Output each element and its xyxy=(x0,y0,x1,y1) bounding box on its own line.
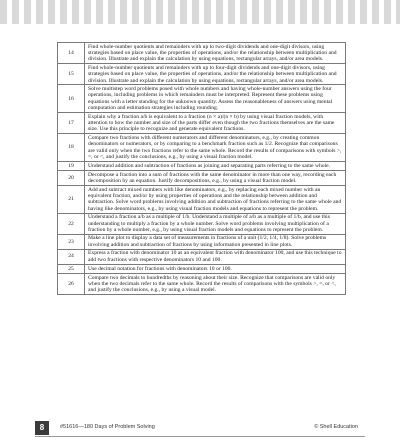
standard-text: Understand a fraction a/b as a multiple of 1/b. Understand a multiple of a/b as a multiple of 1/b, and use this understanding to multiply a fraction by a whole number. Solve word problems involving multiplication of a fraction by a whole number, e.g., by using visual fraction models and equations to represent the problem. xyxy=(85,213,346,234)
standard-text: Understand addition and subtraction of fractions as joining and separating parts referring to the same whole. xyxy=(85,161,346,170)
standard-text: Compare two decimals to hundredths by reasoning about their size. Recognize that comparisons are valid only when the two decimals refer to the same whole. Record the results of comparisons with the symbols >, =, or <, and justify the conclusions, e.g., by using a visual model. xyxy=(85,274,346,295)
standard-number: 21 xyxy=(58,186,85,214)
page-number: 8 xyxy=(35,421,49,435)
standard-text: Find whole-number quotients and remainders with up to two-digit dividends and one-digit divisors, using strategies based on place value, the properties of operations, and/or the relationship between multiplication and division. Illustrate and explain the calculation by using equations, rectangular arrays, and/or area models. xyxy=(85,43,346,64)
standard-text: Compare two fractions with different numerators and different denominators, e.g., by creating common denominators or numerators, or by comparing to a benchmark fraction such as 1/2. Recognize that comparisons are valid only when the two fractions refer to the same whole. Record the results of comparisons with symbols >, =, or <, and justify the conclusions, e.g., by using a visual fraction model. xyxy=(85,134,346,162)
standard-number: 14 xyxy=(58,43,85,64)
table-row xyxy=(58,234,346,249)
table-row xyxy=(58,264,346,273)
table-row xyxy=(58,113,346,134)
standards-table-body xyxy=(58,43,346,295)
standard-text: Solve multistep word problems posed with whole numbers and having whole-number answers using the four operations, including problems in which remainders must be interpreted. Represent these problems using equations with a letter standing for the unknown quantity. Assess the reasonableness of answers using mental computation and estimation strategies including rounding. xyxy=(85,85,346,113)
standard-text: Express a fraction with denominator 10 as an equivalent fraction with denominator 100, and use this technique to add two fractions with respective denominators 10 and 100. xyxy=(85,249,346,264)
table-row xyxy=(58,186,346,214)
page-footer xyxy=(0,420,400,445)
table-row xyxy=(58,249,346,264)
table-row xyxy=(58,43,346,64)
standard-text: Add and subtract mixed numbers with like denominators, e.g., by replacing each mixed number with an equivalent fraction, and/or by using properties of operations and the relationship between addition and subtraction. Solve word problems involving addition and subtraction of fractions referring to the same whole and having like denominators, e.g., by using visual fraction models and equations to represent the problem. xyxy=(85,186,346,214)
publisher: © Shell Education xyxy=(314,424,358,430)
standard-number: 20 xyxy=(58,171,85,186)
table-row xyxy=(58,213,346,234)
header-decoration xyxy=(0,0,400,36)
standard-number: 19 xyxy=(58,161,85,170)
standard-text: Explain why a fraction a/b is equivalent to a fraction (n × a)/(n × b) by using visual fraction models, with attention to how the number and size of the parts differ even though the two fractions themselves are the same size. Use this principle to recognize and generate equivalent fractions. xyxy=(85,113,346,134)
standard-number: 24 xyxy=(58,249,85,264)
book-title: #51616—180 Days of Problem Solving xyxy=(60,424,155,430)
standard-number: 26 xyxy=(58,274,85,295)
standard-text: Use decimal notation for fractions with denominators 10 or 100. xyxy=(85,264,346,273)
table-row xyxy=(58,161,346,170)
standard-number: 23 xyxy=(58,234,85,249)
table-row xyxy=(58,64,346,85)
standards-table-container xyxy=(57,42,346,295)
standard-number: 16 xyxy=(58,85,85,113)
standard-text: Find whole-number quotients and remainders with up to four-digit dividends and one-digit divisors, using strategies based on place value, the properties of operations, and/or the relationship between multiplication and division. Illustrate and explain the calculation by using equations, rectangular arrays, and/or area models. xyxy=(85,64,346,85)
footer-rule xyxy=(35,436,365,437)
table-row xyxy=(58,171,346,186)
table-row xyxy=(58,134,346,162)
standard-number: 17 xyxy=(58,113,85,134)
table-row xyxy=(58,274,346,295)
standard-text: Decompose a fraction into a sum of fractions with the same denominator in more than one way, recording each decomposition by an equation. Justify decompositions, e.g., by using a visual fraction model. xyxy=(85,171,346,186)
header-stripes xyxy=(0,0,400,24)
standard-number: 15 xyxy=(58,64,85,85)
standards-table xyxy=(57,42,346,295)
standard-number: 22 xyxy=(58,213,85,234)
standard-number: 18 xyxy=(58,134,85,162)
table-row xyxy=(58,85,346,113)
standard-text: Make a line plot to display a data set of measurements in fractions of a unit (1/2, 1/4, 1/8). Solve problems involving addition and subtraction of fractions by using information presented in line plots. xyxy=(85,234,346,249)
standard-number: 25 xyxy=(58,264,85,273)
